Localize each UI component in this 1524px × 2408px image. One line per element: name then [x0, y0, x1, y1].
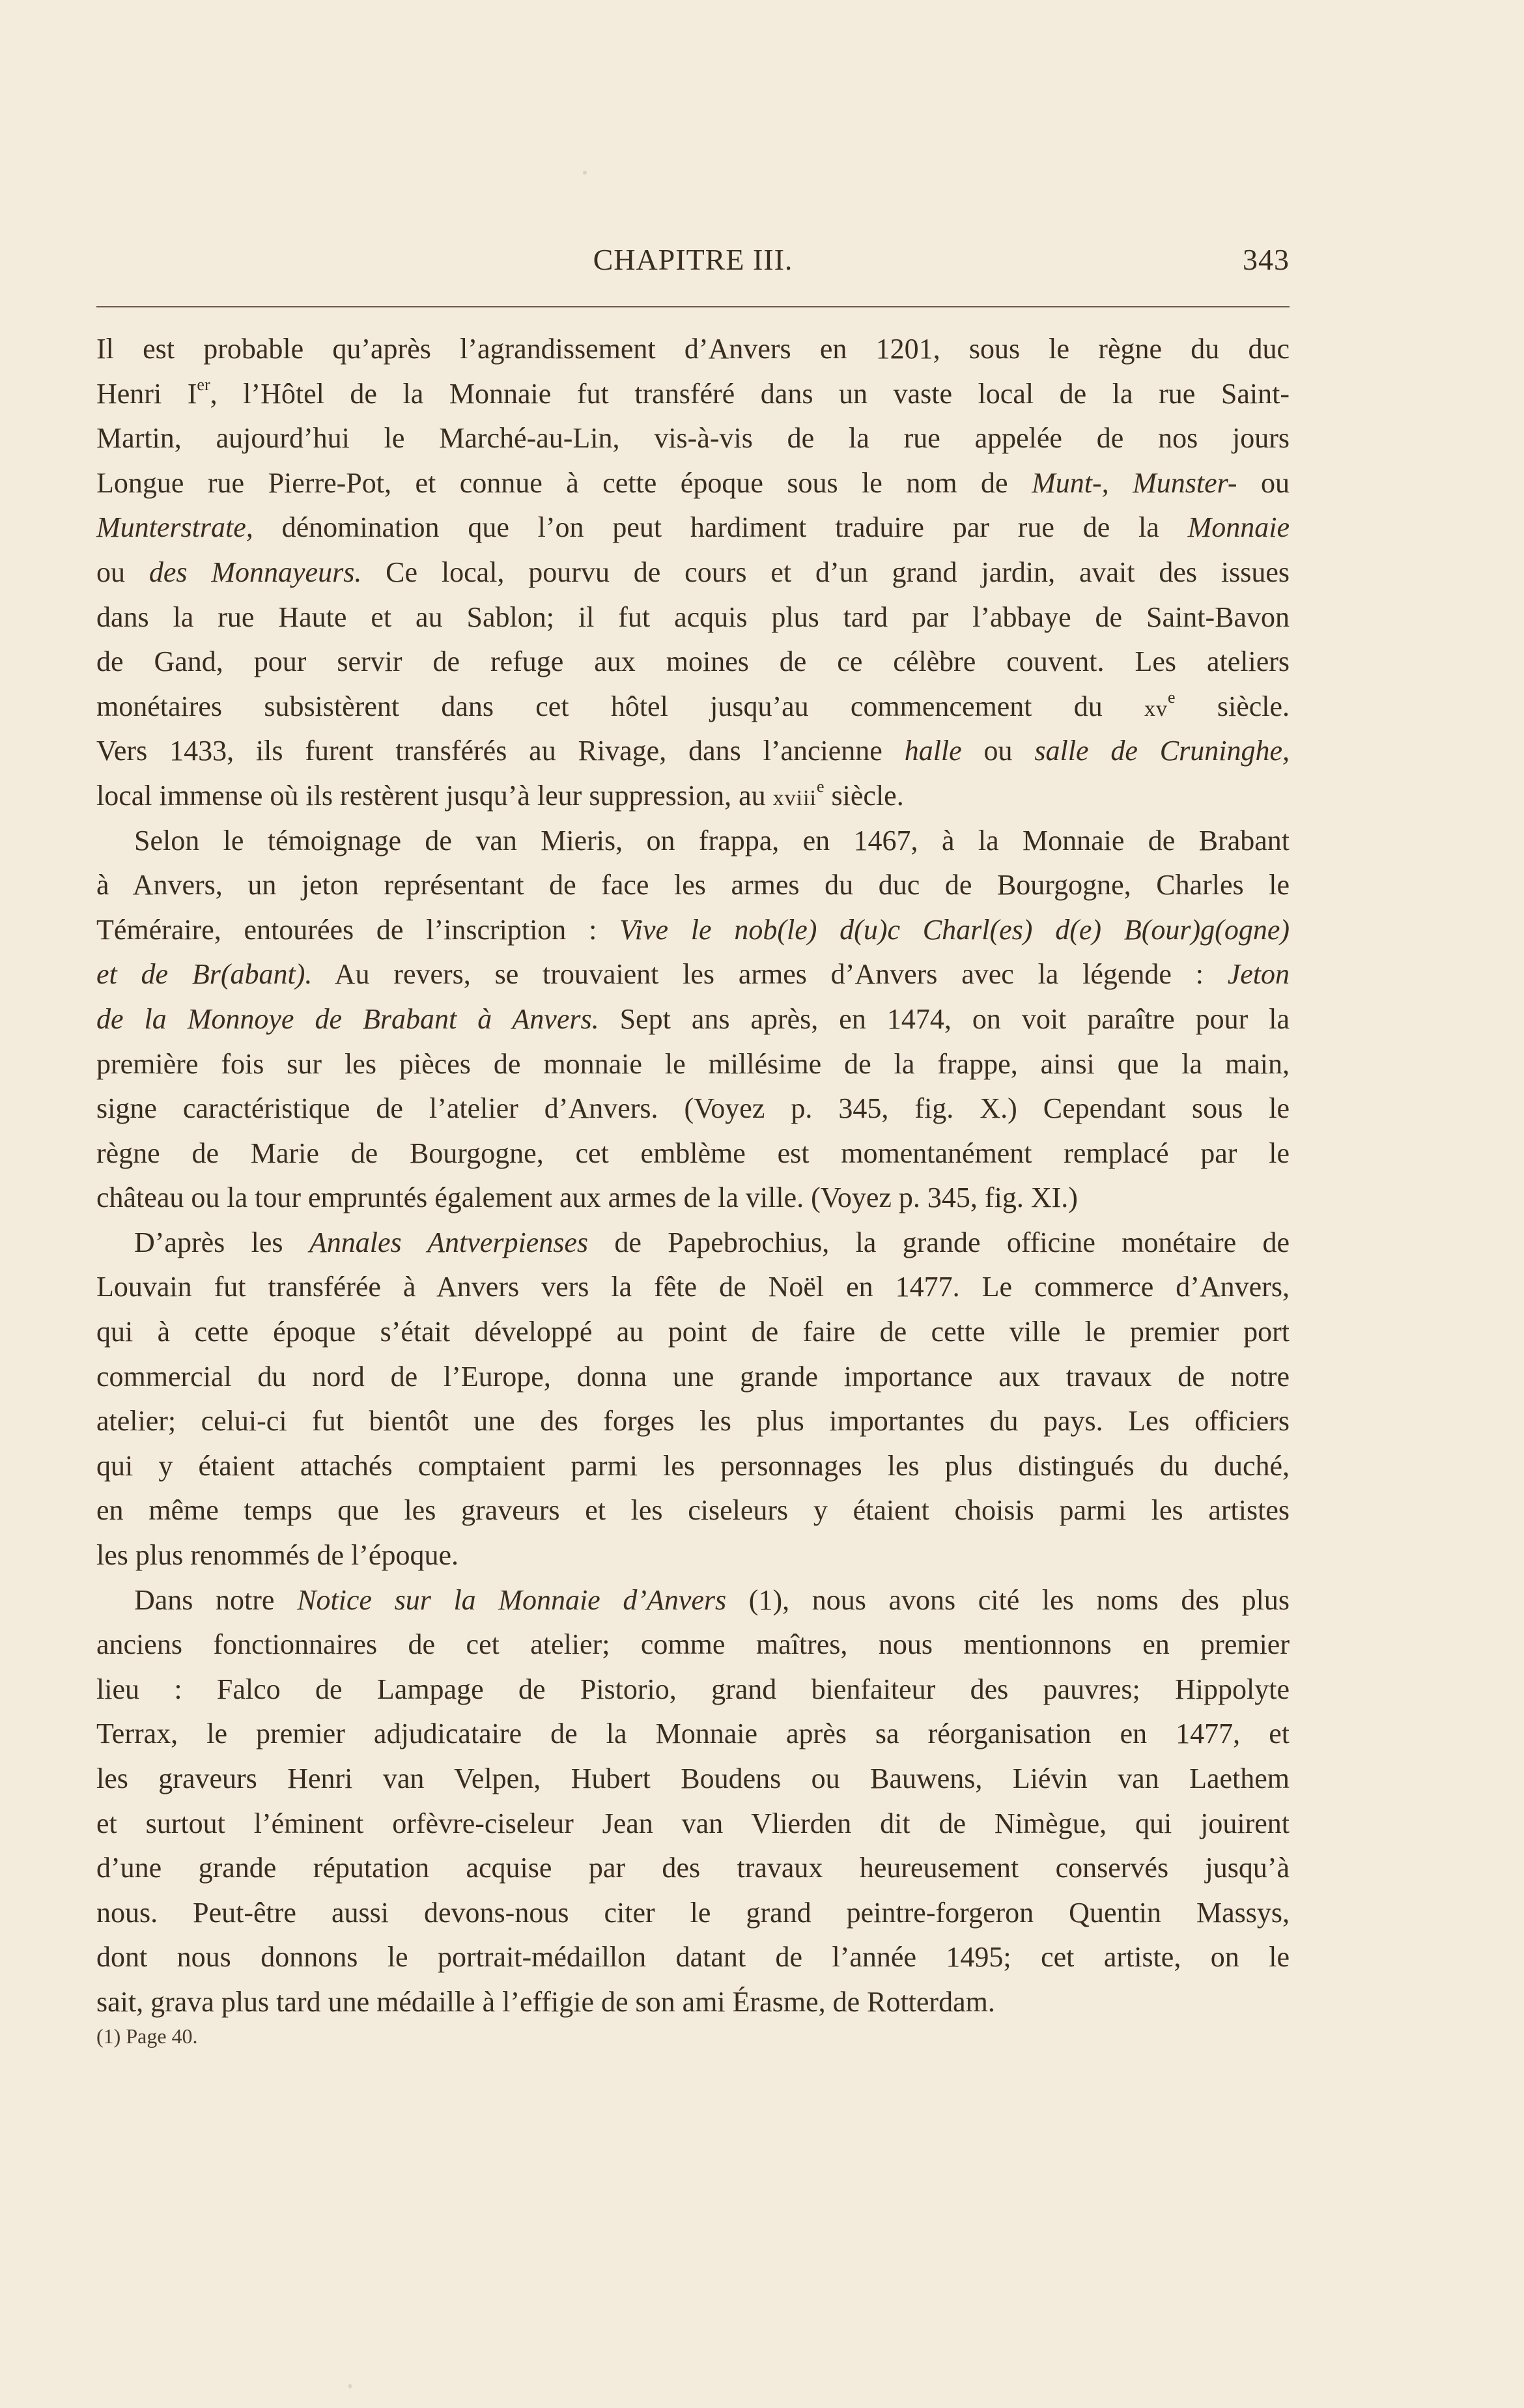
- text-line: [96, 1131, 1290, 1176]
- text-run: à Anvers, un jeton représentant de face les armes du duc de Bourgogne, Charles le: [96, 869, 1290, 901]
- text-line: [96, 327, 1290, 372]
- text-line: [96, 819, 1290, 864]
- text-run: première fois sur les pièces de monnaie le millésime de la frappe, ainsi que la main,: [96, 1047, 1290, 1080]
- text-run: Terrax, le premier adjudicataire de la Monnaie après sa réorganisation en 1477, et: [96, 1718, 1290, 1750]
- text-line: [96, 1310, 1290, 1355]
- body-text: [96, 327, 1290, 2025]
- text-run: sait, grava plus tard une médaille à l’effigie de son ami Érasme, de Rotterdam.: [96, 1985, 995, 2018]
- text-run: anciens fonctionnaires de cet atelier; comme maîtres, nous mentionnons en premier: [96, 1628, 1290, 1661]
- text-line: [96, 952, 1290, 997]
- text-line: [96, 1935, 1290, 1980]
- text-line: [96, 505, 1290, 550]
- text-run: Henri I: [96, 377, 197, 410]
- superscript: e: [1168, 688, 1176, 707]
- text-line: [96, 1802, 1290, 1847]
- text-line: [96, 461, 1290, 506]
- text-run: atelier; celui-ci fut bientôt une des forges les plus importantes du pays. Les officiers: [96, 1405, 1290, 1438]
- text-run: et surtout l’éminent orfèvre-ciseleur Jean van Vlierden dit de Nimègue, qui jouirent: [96, 1807, 1290, 1839]
- italic-run: Munt-, Munster-: [1032, 466, 1237, 499]
- text-run: commercial du nord de l’Europe, donna une grande importance aux travaux de notre: [96, 1360, 1290, 1393]
- text-run: dénomination que l’on peut hardiment traduire par rue de la: [253, 511, 1188, 544]
- text-run: Au revers, se trouvaient les armes d’Anvers avec la légende :: [312, 958, 1228, 991]
- text-run: siècle.: [1175, 690, 1290, 722]
- text-run: de Gand, pour servir de refuge aux moines de ce célèbre couvent. Les ateliers: [96, 645, 1290, 678]
- small-caps-numeral: xviii: [772, 786, 817, 810]
- text-line: [96, 1399, 1290, 1444]
- italic-run: de la Monnoye de Brabant à Anvers.: [96, 1002, 599, 1035]
- text-run: ou: [1237, 466, 1290, 499]
- text-line: [96, 1355, 1290, 1400]
- text-line: [96, 685, 1290, 729]
- text-line: [96, 1891, 1290, 1936]
- text-line: [96, 550, 1290, 595]
- text-line: [96, 1444, 1290, 1489]
- text-run: D’après les: [134, 1226, 309, 1258]
- text-run: les plus renommés de l’époque.: [96, 1539, 459, 1572]
- text-run: signe caractéristique de l’atelier d’Anvers. (Voyez p. 345, fig. X.) Cependant sous le: [96, 1092, 1290, 1125]
- superscript: e: [816, 777, 825, 797]
- superscript: er: [197, 375, 210, 394]
- text-run: règne de Marie de Bourgogne, cet emblème est momentanément remplacé par le: [96, 1137, 1290, 1169]
- text-run: Vers 1433, ils furent transférés au Rivage, dans l’ancienne: [96, 735, 905, 767]
- text-run: qui à cette époque s’était développé au point de faire de cette ville le premier port: [96, 1316, 1290, 1348]
- text-run: Longue rue Pierre-Pot, et connue à cette époque sous le nom de: [96, 466, 1032, 499]
- italic-run: des Monnayeurs.: [148, 556, 362, 588]
- text-run: (1), nous avons cité les noms des plus: [726, 1583, 1290, 1616]
- text-run: qui y étaient attachés comptaient parmi les personnages les plus distingués du duché,: [96, 1449, 1290, 1482]
- text-line: [96, 1712, 1290, 1757]
- text-run: Dans notre: [134, 1583, 298, 1616]
- text-line: [96, 1176, 1290, 1221]
- italic-run: Munterstrate,: [96, 511, 253, 544]
- text-line: [96, 863, 1290, 908]
- text-run: de Papebrochius, la grande officine monétaire de: [588, 1226, 1290, 1258]
- text-run: nous. Peut-être aussi devons-nous citer le grand peintre-forgeron Quentin Massys,: [96, 1896, 1290, 1929]
- text-run: Louvain fut transférée à Anvers vers la fête de Noël en 1477. Le commerce d’Anvers,: [96, 1271, 1290, 1303]
- italic-run: halle: [904, 735, 962, 767]
- text-run: Selon le témoignage de van Mieris, on frappa, en 1467, à la Monnaie de Brabant: [134, 824, 1290, 857]
- page-number: 343: [1243, 243, 1290, 276]
- text-line: [96, 416, 1290, 461]
- text-run: ou: [96, 556, 149, 588]
- italic-run: Monnaie: [1187, 511, 1290, 544]
- header-rule: [96, 306, 1290, 307]
- text-line: [96, 1042, 1290, 1087]
- text-line: [96, 1622, 1290, 1667]
- paper-spot: [583, 171, 587, 175]
- text-run: Martin, aujourd’hui le Marché-au-Lin, vis-à-vis de la rue appelée de nos jours: [96, 422, 1290, 455]
- text-line: [96, 1757, 1290, 1802]
- text-line: [96, 729, 1290, 774]
- small-caps-numeral: xv: [1144, 696, 1168, 721]
- footnote: (1) Page 40.: [96, 2024, 198, 2048]
- text-line: [96, 1488, 1290, 1533]
- text-run: Sept ans après, en 1474, on voit paraître pour la: [599, 1002, 1290, 1035]
- text-run: dont nous donnons le portrait-médaillon datant de l’année 1495; cet artiste, on le: [96, 1941, 1290, 1974]
- text-line: [96, 774, 1290, 819]
- paper-spot: [348, 2384, 352, 2388]
- italic-run: Vive le nob(le) d(u)c Charl(es) d(e) B(our)g(ogne): [619, 913, 1290, 946]
- text-run: siècle.: [824, 779, 904, 812]
- text-run: Il est probable qu’après l’agrandissement d’Anvers en 1201, sous le règne du duc: [96, 333, 1290, 365]
- text-line: [96, 1265, 1290, 1310]
- text-line: [96, 595, 1290, 640]
- text-run: dans la rue Haute et au Sablon; il fut acquis plus tard par l’abbaye de Saint-Bavon: [96, 601, 1290, 633]
- text-run: ou: [961, 735, 1035, 767]
- text-run: local immense où ils restèrent jusqu’à leur suppression, au: [96, 779, 773, 812]
- text-line: [96, 908, 1290, 953]
- italic-run: Notice sur la Monnaie d’Anvers: [297, 1583, 727, 1616]
- text-run: d’une grande réputation acquise par des travaux heureusement conservés jusqu’à: [96, 1852, 1290, 1884]
- italic-run: salle de Cruninghe,: [1034, 735, 1290, 767]
- text-run: , l’Hôtel de la Monnaie fut transféré dans un vaste local de la rue Saint-: [210, 377, 1290, 410]
- text-line: [96, 1533, 1290, 1578]
- italic-run: Annales Antverpienses: [309, 1226, 588, 1258]
- chapter-title: CHAPITRE III.: [593, 243, 793, 276]
- text-run: monétaires subsistèrent dans cet hôtel jusqu’au commencement du: [96, 690, 1145, 722]
- text-run: en même temps que les graveurs et les ciseleurs y étaient choisis parmi les artistes: [96, 1494, 1290, 1527]
- running-head: [96, 242, 1290, 281]
- text-line: [96, 1846, 1290, 1891]
- text-run: lieu : Falco de Lampage de Pistorio, grand bienfaiteur des pauvres; Hippolyte: [96, 1673, 1290, 1705]
- text-line: [96, 1578, 1290, 1623]
- text-line: [96, 997, 1290, 1042]
- text-run: château ou la tour empruntés également aux armes de la ville. (Voyez p. 345, fig. XI.): [96, 1182, 1078, 1214]
- text-line: [96, 1086, 1290, 1131]
- text-line: [96, 1667, 1290, 1712]
- text-line: [96, 1980, 1290, 2025]
- text-line: [96, 372, 1290, 417]
- text-line: [96, 640, 1290, 685]
- text-run: les graveurs Henri van Velpen, Hubert Boudens ou Bauwens, Liévin van Laethem: [96, 1763, 1290, 1794]
- text-line: [96, 1221, 1290, 1266]
- text-run: Téméraire, entourées de l’inscription :: [96, 913, 620, 946]
- italic-run: et de Br(abant).: [96, 958, 313, 991]
- text-run: Ce local, pourvu de cours et d’un grand jardin, avait des issues: [361, 556, 1290, 588]
- italic-run: Jeton: [1227, 958, 1290, 991]
